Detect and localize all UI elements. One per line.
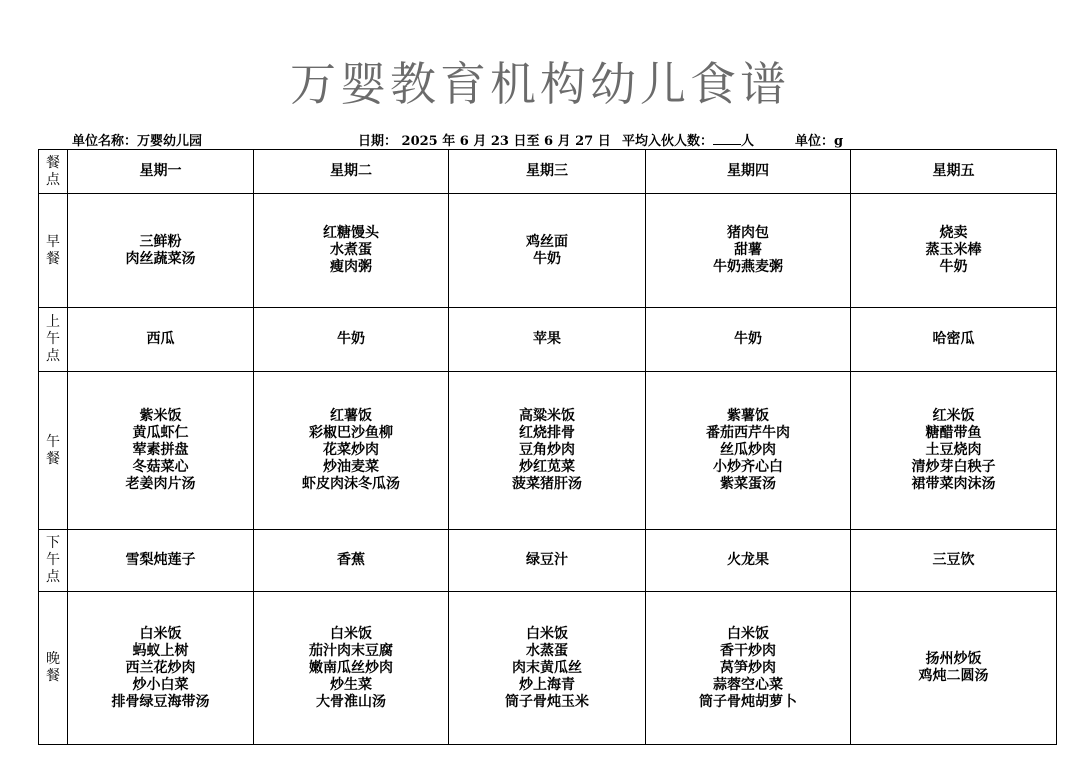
dish: 炒生菜: [330, 676, 372, 693]
dish: 番茄西芹牛肉: [706, 425, 790, 441]
attendance-count: [622, 130, 754, 149]
meal-char: 午: [46, 433, 60, 450]
dish: 牛奶: [533, 250, 561, 267]
dish: 绿豆汁: [526, 552, 568, 568]
menu-cell: [254, 530, 449, 592]
meal-char: 点: [46, 348, 60, 364]
day-header: 星期三: [449, 150, 646, 194]
dish: 莴笋炒肉: [720, 659, 776, 676]
meal-label: [39, 194, 68, 308]
dish: 高粱米饭: [519, 408, 575, 424]
dish: 荤素拼盘: [132, 442, 189, 458]
dish: 蚂蚁上树: [132, 642, 189, 659]
dish: 紫米饭: [139, 408, 182, 424]
attendance-blank: [713, 132, 741, 145]
dish: 三鲜粉: [139, 233, 182, 250]
menu-cell: [68, 194, 254, 308]
dish: 火龙果: [727, 552, 769, 568]
menu-cell: [646, 194, 851, 308]
dish: 炒小白菜: [132, 676, 189, 693]
menu-cell: [646, 372, 851, 530]
dish: 黄瓜虾仁: [132, 425, 189, 441]
attendance-label: 平均入伙人数：: [622, 134, 714, 149]
menu-cell: [68, 308, 254, 372]
dish: 茄汁肉末豆腐: [309, 642, 393, 659]
dish: 花菜炒肉: [323, 442, 379, 458]
dish: 清炒芽白秧子: [911, 459, 996, 475]
menu-cell: [646, 530, 851, 592]
meal-char: 餐: [46, 668, 60, 684]
dish: 水煮蛋: [330, 242, 372, 258]
dish: 牛奶: [939, 259, 968, 275]
dish: 白米饭: [330, 625, 372, 642]
dish: 虾皮肉沫冬瓜汤: [302, 476, 400, 492]
dish: 蒜蓉空心菜: [713, 676, 783, 693]
unit-name: 单位名称：万婴幼儿园: [72, 134, 203, 149]
corner-char: 餐: [46, 154, 60, 171]
meal-label: [39, 372, 68, 530]
dish: 鸡炖二圆汤: [918, 668, 989, 684]
meal-char: 晚: [46, 651, 60, 667]
dish: 小炒齐心白: [713, 459, 783, 475]
dish: 三豆饮: [932, 552, 975, 568]
dish: 白米饭: [139, 625, 182, 642]
menu-cell: [449, 592, 646, 745]
meal-label: [39, 530, 68, 592]
menu-cell: [254, 372, 449, 530]
dish: 红米饭: [932, 408, 975, 424]
dish: 甜薯: [734, 242, 762, 258]
dish: 肉末黄瓜丝: [512, 659, 582, 676]
dish: 瘦肉粥: [330, 259, 372, 275]
menu-cell: [254, 194, 449, 308]
dish: 嫩南瓜丝炒肉: [309, 659, 393, 676]
day-header: 星期四: [646, 150, 851, 194]
dish: 炒上海青: [519, 676, 575, 693]
dish: 烧卖: [939, 225, 968, 241]
menu-cell: [851, 194, 1057, 308]
dish: 炒红苋菜: [519, 459, 575, 475]
menu-cell: [254, 308, 449, 372]
dish: 白米饭: [526, 625, 568, 642]
menu-cell: [851, 372, 1057, 530]
day-header: 星期一: [68, 150, 254, 194]
dish: 猪肉包: [727, 225, 769, 241]
day-header: 星期五: [851, 150, 1057, 194]
menu-cell: [68, 372, 254, 530]
corner-cell: [39, 150, 68, 194]
dish: 土豆烧肉: [925, 442, 982, 458]
dish: 鸡丝面: [526, 233, 568, 250]
breakfast-row: [39, 194, 1057, 308]
dish: 红薯饭: [330, 408, 372, 424]
header-row: [39, 150, 1057, 194]
menu-cell: [646, 308, 851, 372]
dish: 蒸玉米棒: [925, 242, 982, 258]
corner-char: 点: [46, 171, 60, 188]
dish: 牛奶: [734, 331, 762, 347]
dish: 香干炒肉: [720, 642, 776, 659]
menu-cell: [851, 308, 1057, 372]
morning-snack-row: [39, 308, 1057, 372]
dish: 彩椒巴沙鱼柳: [309, 425, 393, 441]
dish: 冬菇菜心: [132, 459, 189, 475]
menu-table: [38, 149, 1057, 745]
meal-char: 餐: [46, 250, 60, 267]
menu-cell: [68, 592, 254, 745]
dish: 红烧排骨: [519, 425, 575, 441]
dish: 糖醋带鱼: [925, 425, 982, 441]
dish: 炒油麦菜: [323, 459, 379, 475]
dish: 菠菜猪肝汤: [512, 476, 582, 492]
afternoon-snack-row: [39, 530, 1057, 592]
dish: 大骨淮山汤: [316, 693, 386, 710]
dish: 水蒸蛋: [526, 642, 568, 659]
meal-label: [39, 592, 68, 745]
meal-char: 下: [46, 535, 60, 551]
dish: 香蕉: [337, 552, 365, 568]
dish: 西瓜: [146, 331, 175, 347]
meal-char: 上: [46, 314, 60, 330]
dish: 豆角炒肉: [519, 442, 575, 458]
dish: 老姜肉片汤: [125, 476, 196, 492]
dish: 扬州炒饭: [925, 651, 982, 667]
menu-cell: [851, 592, 1057, 745]
menu-cell: [254, 592, 449, 745]
dish: 裙带菜肉沫汤: [911, 476, 996, 492]
page-title: 万婴教育机构幼儿食谱: [290, 57, 790, 111]
menu-cell: [68, 530, 254, 592]
menu-cell: [449, 530, 646, 592]
dish: 牛奶: [337, 331, 365, 347]
dish: 筒子骨炖玉米: [505, 693, 589, 710]
menu-cell: [646, 592, 851, 745]
dish: 苹果: [533, 331, 561, 347]
dish: 雪梨炖莲子: [125, 552, 196, 568]
dish: 西兰花炒肉: [125, 659, 196, 676]
dinner-row: [39, 592, 1057, 745]
dish: 肉丝蔬菜汤: [125, 250, 196, 267]
date-range: 日期： 2025 年 6 月 23 日至 6 月 27 日: [358, 134, 611, 149]
day-header: 星期二: [254, 150, 449, 194]
meal-char: 餐: [46, 450, 60, 467]
meal-char: 点: [46, 569, 60, 585]
menu-cell: [449, 194, 646, 308]
menu-cell: [851, 530, 1057, 592]
dish: 红糖馒头: [323, 225, 379, 241]
measure-unit: 单位：g: [795, 134, 844, 149]
dish: 牛奶燕麦粥: [713, 259, 783, 275]
meal-char: 午: [46, 552, 60, 568]
meal-label: [39, 308, 68, 372]
dish: 筒子骨炖胡萝卜: [699, 693, 797, 710]
dish: 哈密瓜: [932, 331, 975, 347]
meal-char: 午: [46, 331, 60, 347]
lunch-row: [39, 372, 1057, 530]
menu-cell: [449, 308, 646, 372]
dish: 排骨绿豆海带汤: [111, 693, 210, 710]
attendance-suffix: 人: [741, 134, 755, 149]
dish: 紫薯饭: [727, 408, 769, 424]
meal-char: 早: [46, 233, 60, 250]
menu-cell: [449, 372, 646, 530]
dish: 丝瓜炒肉: [720, 442, 776, 458]
dish: 紫菜蛋汤: [720, 476, 776, 492]
dish: 白米饭: [727, 625, 769, 642]
